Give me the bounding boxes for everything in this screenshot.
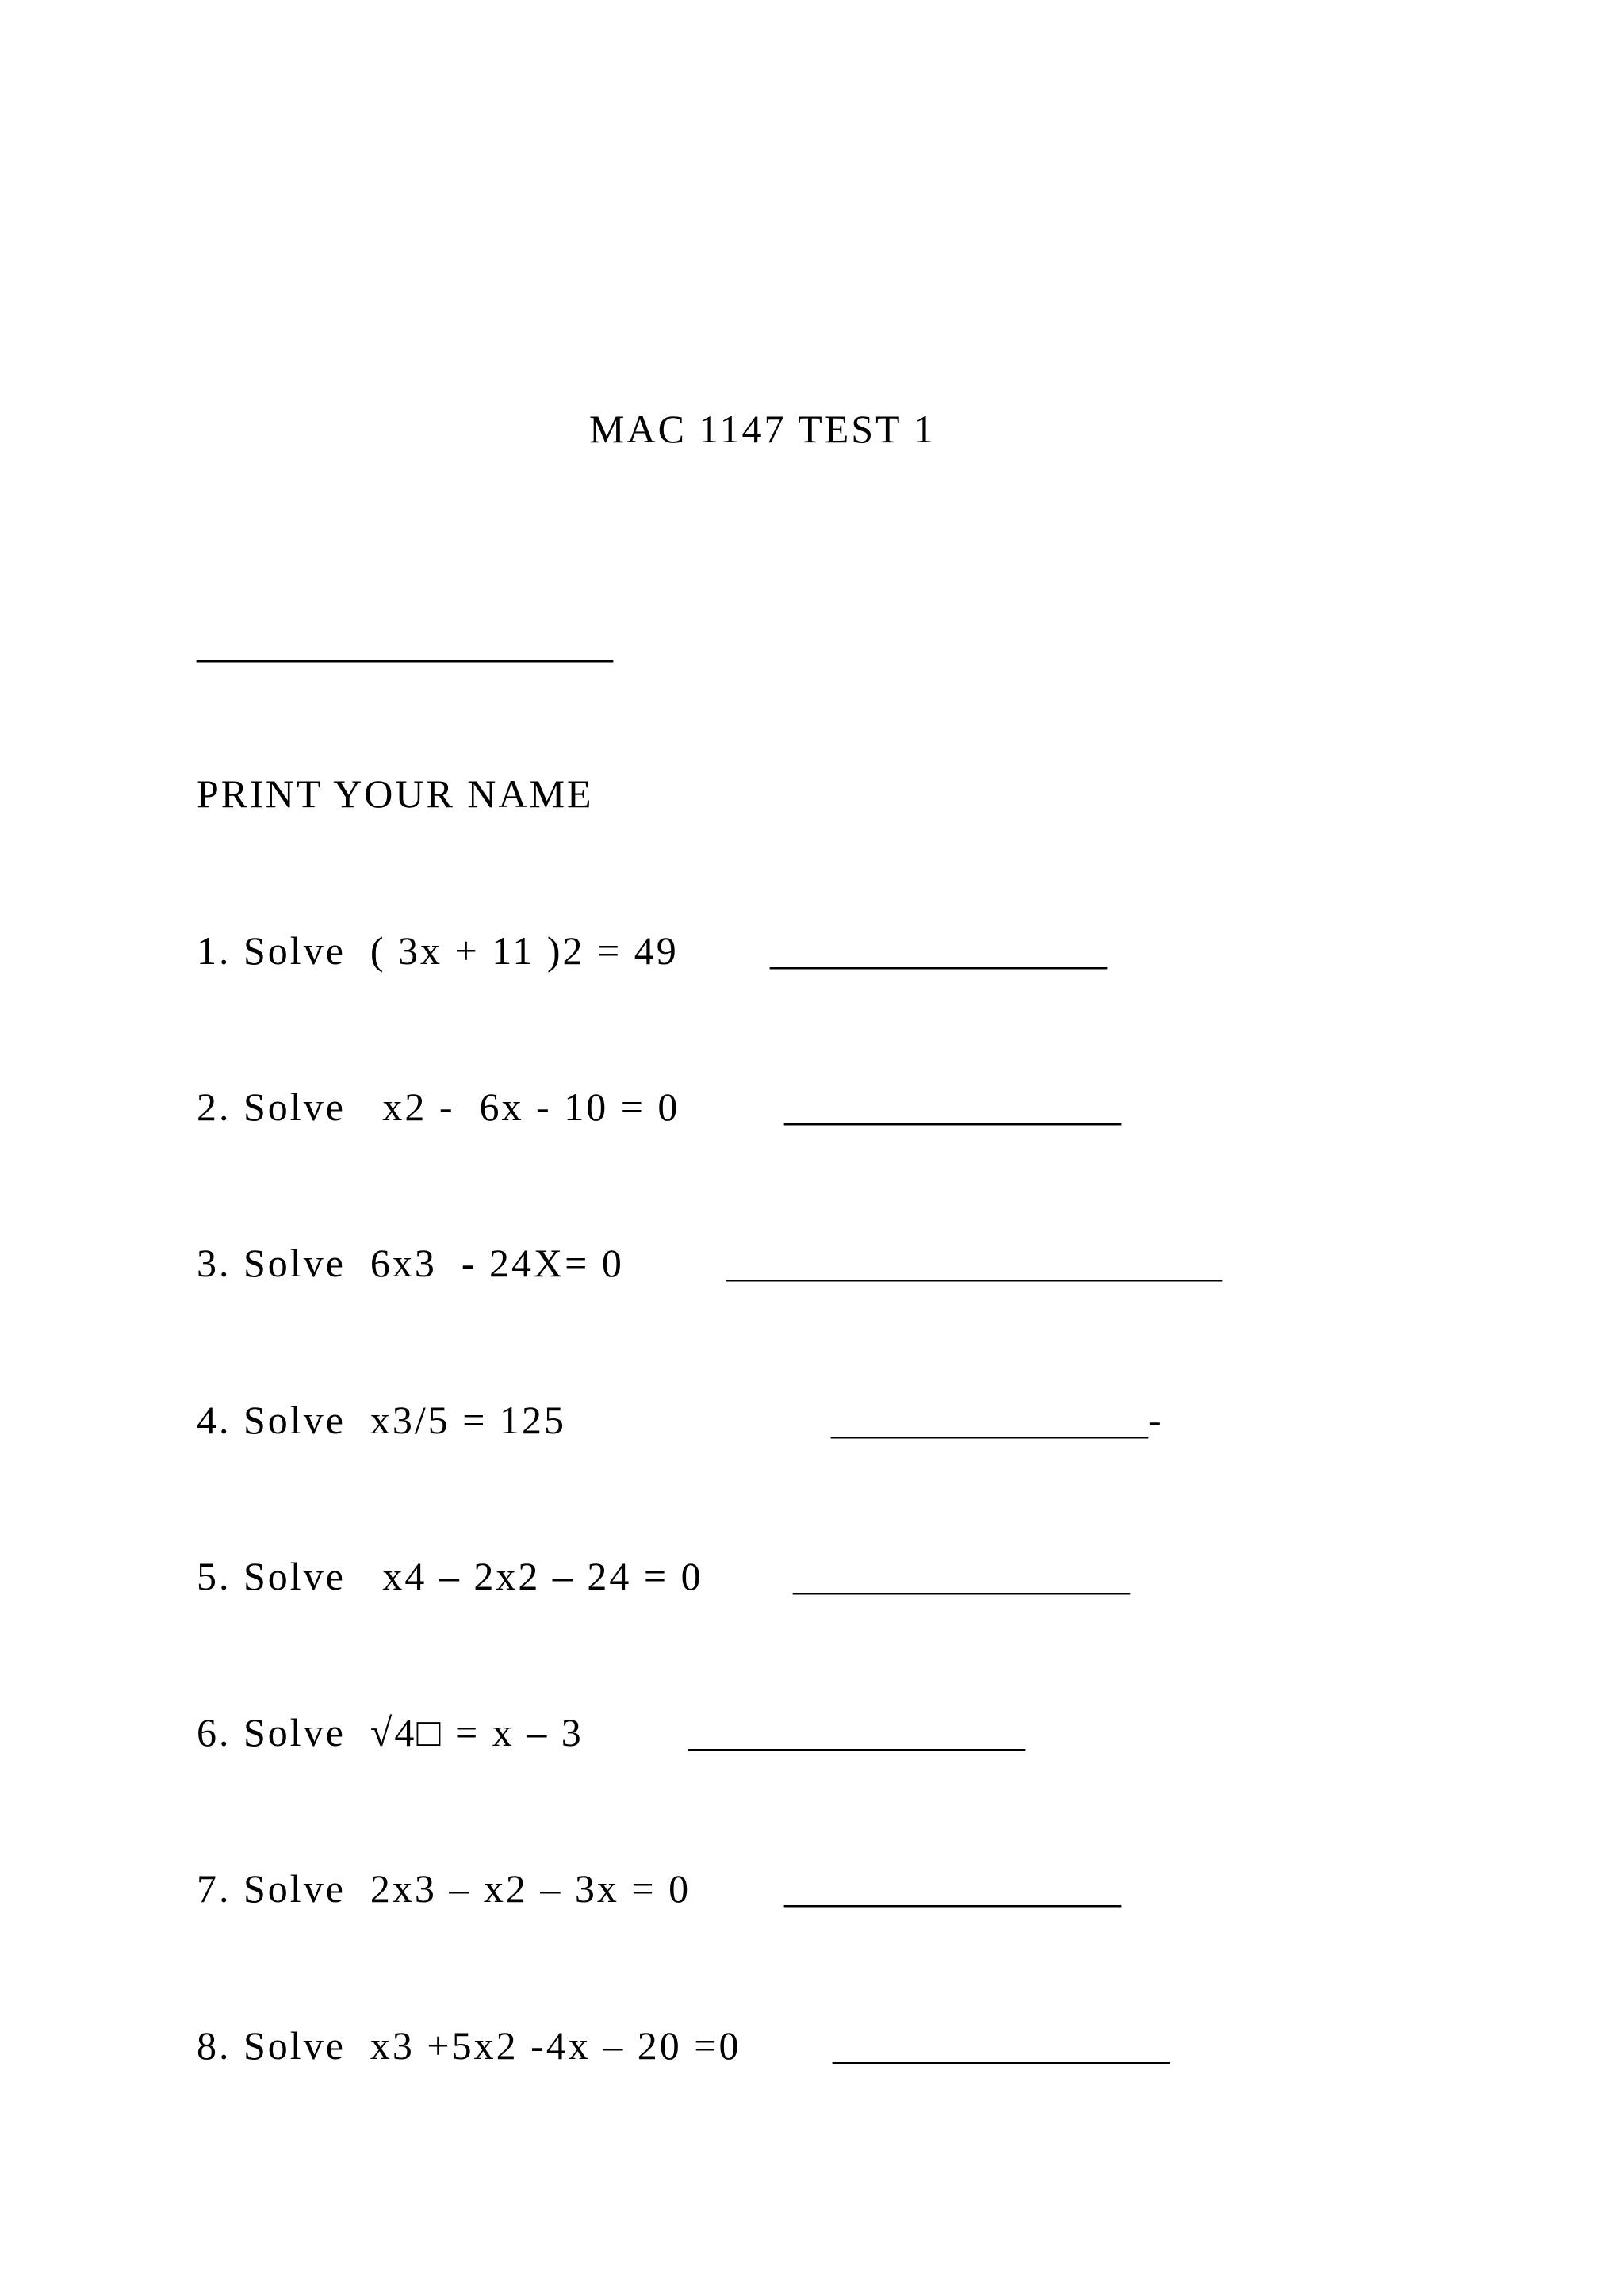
name-label: PRINT YOUR NAME [197,771,594,816]
question-text: 5. Solve x4 – 2x2 – 24 = 0 [197,1554,703,1598]
question-text: 1. Solve ( 3x + 11 )2 = 49 [197,928,679,973]
answer-blank: _________________ [784,1085,1121,1129]
answer-blank: _________________ [688,1710,1025,1755]
question-text: 4. Solve x3/5 = 125 [197,1398,566,1442]
question-text: 3. Solve 6x3 - 24X= 0 [197,1241,624,1285]
answer-blank: _________________ [770,928,1107,973]
question-text: 6. Solve √4□ = x – 3 [197,1710,584,1755]
question-text: 7. Solve 2x3 – x2 – 3x = 0 [197,1866,691,1911]
name-answer-line: _____________________ [197,622,613,666]
test-title: MAC 1147 TEST 1 [589,407,936,451]
answer-blank: _________________________ [726,1241,1222,1285]
answer-blank: _________________ [784,1866,1121,1911]
answer-blank: _________________ [793,1554,1130,1598]
question-text: 8. Solve x3 +5x2 -4x – 20 =0 [197,2023,741,2068]
answer-blank: _________________ [833,2023,1170,2068]
question-text: 2. Solve x2 - 6x - 10 = 0 [197,1085,680,1129]
answer-blank: ________________- [831,1398,1162,1442]
